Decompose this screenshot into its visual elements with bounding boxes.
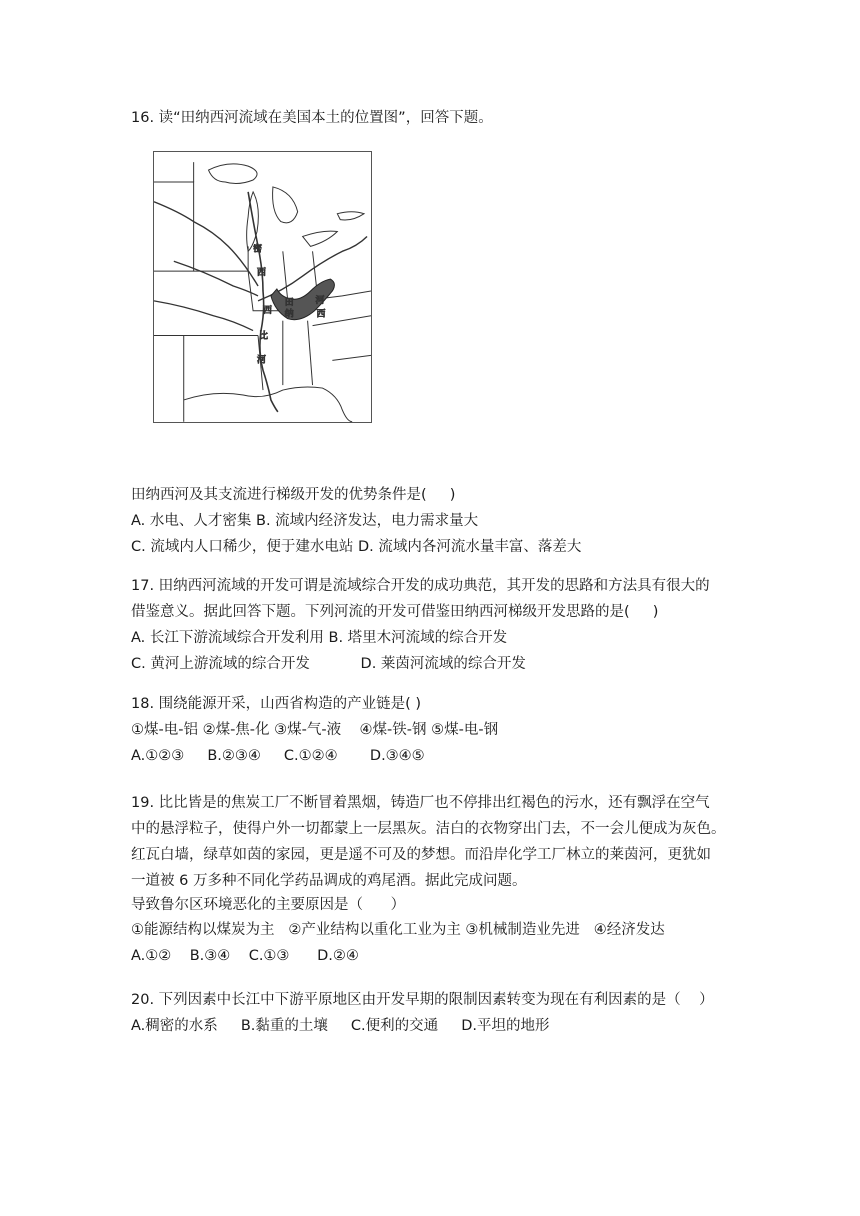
q16-stem: 16. 读“田纳西河流域在美国本土的位置图”，回答下题。: [131, 110, 493, 126]
q18-options: A.①②③ B.②③④ C.①②④ D.③④⑤: [131, 748, 425, 764]
q19-passage-line1: 19. 比比皆是的焦炭工厂不断冒着黑烟，铸造厂也不停排出红褐色的污水，还有飘浮在空气: [131, 795, 710, 811]
map-label-xi-2: 西: [262, 305, 272, 316]
map-label-xi: 西: [257, 268, 266, 279]
lake-superior: [208, 164, 257, 184]
map-label-mi: 密: [253, 244, 263, 255]
q17-stem-line1: 17. 田纳西河流域的开发可谓是流域综合开发的成功典范，其开发的思路和方法具有很大的: [131, 578, 710, 594]
q16-options-ab: A. 水电、人才密集 B. 流域内经济发达，电力需求量大: [131, 513, 479, 529]
q19-sub-question: 导致鲁尔区环境恶化的主要原因是（ ）: [131, 897, 406, 913]
q19-items: ①能源结构以煤炭为主 ②产业结构以重化工业为主 ③机械制造业先进 ④经济发达: [131, 922, 665, 938]
q17-options-ab: A. 长江下游流域综合开发利用 B. 塔里木河流域的综合开发: [131, 630, 508, 646]
map-label-he: 河: [257, 355, 266, 366]
q19-passage-line2: 中的悬浮粒子，使得户外一切都蒙上一层黑灰。洁白的衣物穿出门去，不一会儿便成为灰色。: [131, 821, 726, 837]
map-label-tian: 田: [284, 297, 294, 308]
q20-options: A.稠密的水系 B.黏重的土壤 C.便利的交通 D.平坦的地形: [131, 1018, 550, 1034]
q16-options-cd: C. 流域内人口稀少，便于建水电站 D. 流域内各河流水量丰富、落差大: [131, 539, 582, 555]
lake-erie: [303, 231, 338, 246]
map-label-xi-3: 西: [316, 309, 326, 320]
lake-huron: [273, 187, 298, 223]
q20-stem: 20. 下列因素中长江中下游平原地区由开发早期的限制因素转变为现在有利因素的是（ ）: [131, 992, 714, 1008]
map-label-he-2: 河: [315, 295, 325, 306]
q16-sub-question: 田纳西河及其支流进行梯级开发的优势条件是( ): [131, 487, 456, 503]
map-label-na: 纳: [284, 309, 294, 320]
q19-passage-line3: 红瓦白墙，绿草如茵的家园，更是遥不可及的梦想。而沿岸化学工厂林立的莱茵河，更犹如: [131, 847, 711, 863]
lake-ontario: [337, 212, 364, 220]
tennessee-river-location-map: [153, 151, 372, 423]
q19-passage-line4: 一道被 6 万多种不同化学药品调成的鸡尾酒。据此完成问题。: [131, 873, 527, 889]
q17-options-cd: C. 黄河上游流域的综合开发 D. 莱茵河流域的综合开发: [131, 656, 526, 672]
q18-stem: 18. 围绕能源开采，山西省构造的产业链是( ): [131, 696, 422, 712]
q18-items: ①煤-电-铝 ②煤-焦-化 ③煤-气-液 ④煤-铁-钢 ⑤煤-电-钢: [131, 722, 499, 738]
q19-options: A.①② B.③④ C.①③ D.②④: [131, 948, 359, 964]
q17-stem-line2: 借鉴意义。据此回答下题。下列河流的开发可借鉴田纳西河梯级开发思路的是( ): [131, 604, 659, 620]
map-label-bi: 比: [259, 331, 268, 342]
